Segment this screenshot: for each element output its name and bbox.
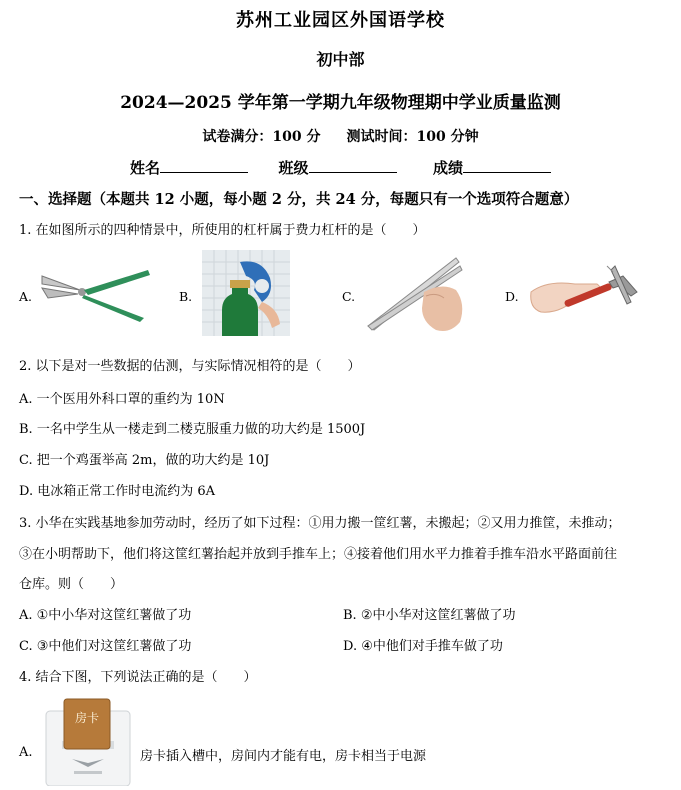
q3-stem-line2: ③在小明帮助下，他们将这筐红薯抬起并放到手推车上；④接着他们用水平力推着手推车沿水平路面前往 xyxy=(19,547,618,562)
q2-option-a[interactable]: A. 一个医用外科口罩的重约为 10N xyxy=(19,392,225,407)
q1-option-c-label[interactable]: C. xyxy=(342,289,356,304)
q2-option-c[interactable]: C. 把一个鸡蛋举高 2m，做的功大约是 10J xyxy=(19,453,270,468)
q1-stem: 1. 在如图所示的四种情景中，所使用的杠杆属于费力杠杆的是（ ） xyxy=(19,223,426,238)
wrench-icon xyxy=(527,262,643,330)
q3-option-d[interactable]: D. ④中他们对手推车做了功 xyxy=(343,639,503,654)
exam-meta xyxy=(0,126,681,146)
score-label: 成绩 xyxy=(432,159,463,177)
exam-time: 测试时间：100 分钟 xyxy=(346,129,479,145)
section-title: 一、选择题（本题共 12 小题，每小题 2 分，共 24 分，每题只有一个选项符合题意） xyxy=(19,191,579,208)
q4-option-a-label[interactable]: A. xyxy=(19,745,33,760)
name-blank[interactable] xyxy=(160,158,248,173)
q3-option-b[interactable]: B. ②中小华对这筐红薯做了功 xyxy=(343,608,516,623)
division-name: 初中部 xyxy=(316,50,365,69)
q4-option-a-text[interactable]: 房卡插入槽中，房间内才能有电，房卡相当于电源 xyxy=(140,749,427,764)
q1-option-b-label[interactable]: B. xyxy=(179,289,193,304)
room-card-slot-picture xyxy=(44,697,132,786)
q2-option-d[interactable]: D. 电冰箱正常工作时电流约为 6A xyxy=(19,484,216,499)
name-label: 姓名 xyxy=(130,159,161,177)
score-blank[interactable] xyxy=(463,158,551,173)
school-name: 苏州工业园区外国语学校 xyxy=(236,10,445,31)
q1-option-d-label[interactable]: D. xyxy=(505,289,519,304)
full-score: 试卷满分：100 分 xyxy=(202,129,321,145)
class-label: 班级 xyxy=(278,159,309,177)
q4-stem: 4. 结合下图，下列说法正确的是（ ） xyxy=(19,670,257,685)
scissors-icon xyxy=(40,262,152,324)
q3-option-c[interactable]: C. ③中他们对这筐红薯做了功 xyxy=(19,639,192,654)
q3-stem-line3: 仓库。则（ ） xyxy=(19,577,124,592)
q1-option-a-label[interactable]: A. xyxy=(19,289,33,304)
exam-title: 2024—2025 学年第一学期九年级物理期中学业质量监测 xyxy=(120,93,561,113)
student-info xyxy=(0,157,681,178)
bottle-opener-icon xyxy=(202,250,290,336)
tweezers-icon xyxy=(364,252,468,336)
class-blank[interactable] xyxy=(309,158,397,173)
q2-stem: 2. 以下是对一些数据的估测，与实际情况相符的是（ ） xyxy=(19,359,361,374)
card-label: 房卡 xyxy=(74,711,99,725)
q2-option-b[interactable]: B. 一名中学生从一楼走到二楼克服重力做的功大约是 1500J xyxy=(19,422,366,437)
q3-option-a[interactable]: A. ①中小华对这筐红薯做了功 xyxy=(19,608,192,623)
q3-stem-line1: 3. 小华在实践基地参加劳动时，经历了如下过程：①用力搬一筐红薯，未搬起；②又用力推筐，未推动； xyxy=(19,516,621,531)
